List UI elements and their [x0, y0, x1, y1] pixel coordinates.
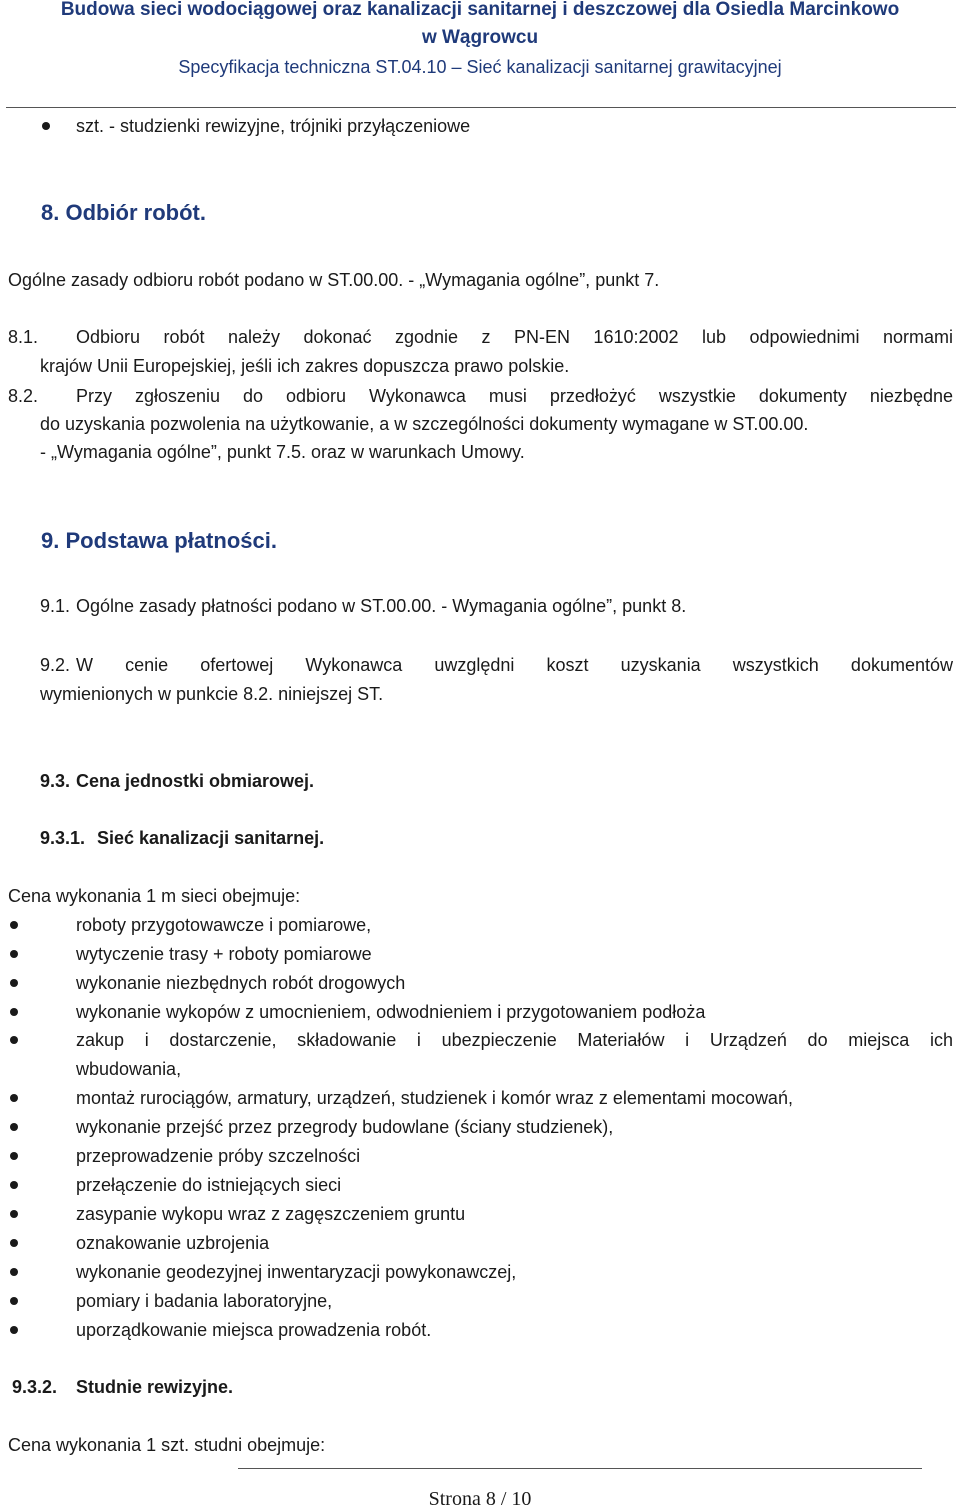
header-title-line2: w Wągrowcu	[421, 27, 539, 48]
bullet-icon	[10, 1094, 18, 1102]
bullet-icon	[10, 1268, 18, 1276]
list-item: przeprowadzenie próby szczelności	[76, 1146, 361, 1166]
list-item: roboty przygotowawcze i pomiarowe,	[76, 915, 372, 935]
list-item: uporządkowanie miejsca prowadzenia robót.	[76, 1320, 432, 1340]
page-number: Strona 8 / 10	[428, 1488, 532, 1510]
header-spec-line: Specyfikacja techniczna ST.04.10 – Sieć kanalizacji sanitarnej grawitacyjnej	[178, 57, 782, 77]
bullet-icon	[10, 1326, 18, 1334]
section8-intro: Ogólne zasady odbioru robót podano w ST.00.00. - „Wymagania ogólne”, punkt 7.	[8, 270, 660, 290]
list-item: oznakowanie uzbrojenia	[76, 1233, 270, 1253]
bullet-icon	[10, 950, 18, 958]
list-item: wykonanie wykopów z umocnieniem, odwodnieniem i przygotowaniem podłoża	[76, 1002, 706, 1022]
bullet-icon	[10, 1181, 18, 1189]
para-number-9-3-2: 9.3.2.	[12, 1377, 58, 1397]
section-heading-9: 9. Podstawa płatności.	[41, 528, 277, 553]
para-8-2-line3: - „Wymagania ogólne”, punkt 7.5. oraz w warunkach Umowy.	[40, 442, 525, 462]
list-item: montaż rurociągów, armatury, urządzeń, studzienek i komór wraz z elementami mocowań,	[76, 1088, 793, 1108]
bullet-icon	[10, 1152, 18, 1160]
para-9-1-text: Ogólne zasady płatności podano w ST.00.00. - Wymagania ogólne”, punkt 8.	[76, 596, 687, 616]
para-number-8-1: 8.1.	[8, 327, 39, 347]
list-item: wykonanie przejść przez przegrody budowlane (ściany studzienek),	[76, 1117, 614, 1137]
list-item: zasypanie wykopu wraz z zagęszczeniem gruntu	[76, 1204, 466, 1224]
list-item: przełączenie do istniejących sieci	[76, 1175, 342, 1195]
para-9-3-1-title: Sieć kanalizacji sanitarnej.	[97, 828, 325, 848]
para-number-9-3: 9.3.	[40, 771, 71, 791]
para-number-9-3-1: 9.3.1.	[40, 828, 86, 848]
para-9-2-line1: W cenie ofertowej Wykonawca uwzględni koszt uzyskania wszystkich dokumentów	[76, 655, 953, 675]
bullet-icon	[10, 1210, 18, 1218]
bullet-icon	[10, 1008, 18, 1016]
list-item-continuation: wbudowania,	[76, 1059, 182, 1079]
list-item: wytyczenie trasy + roboty pomiarowe	[76, 944, 372, 964]
bullet-icon	[42, 122, 50, 130]
section-heading-8: 8. Odbiór robót.	[41, 200, 206, 225]
header-divider	[6, 107, 956, 108]
footer-divider	[238, 1468, 922, 1469]
header-title-line1: Budowa sieci wodociągowej oraz kanalizacji sanitarnej i deszczowej dla Osiedla Marcinkowo	[60, 0, 900, 20]
list-item: zakup i dostarczenie, składowanie i ubezpieczenie Materiałów i Urządzeń do miejsca ich	[76, 1030, 953, 1050]
bullet-icon	[10, 1297, 18, 1305]
list-item: pomiary i badania laboratoryjne,	[76, 1291, 333, 1311]
para-8-1-line2: krajów Unii Europejskiej, jeśli ich zakres dopuszcza prawo polskie.	[40, 356, 570, 376]
para-number-8-2: 8.2.	[8, 386, 39, 406]
para-9-3-2-title: Studnie rewizyjne.	[76, 1377, 234, 1397]
para-number-9-1: 9.1.	[40, 596, 71, 616]
bullet-icon	[10, 1123, 18, 1131]
para-9-2-line2: wymienionych w punkcie 8.2. niniejszej ST.	[40, 684, 384, 704]
bullet-icon	[10, 1239, 18, 1247]
para-9-3-title: Cena jednostki obmiarowej.	[76, 771, 315, 791]
list-item: szt. - studzienki rewizyjne, trójniki przyłączeniowe	[76, 116, 471, 136]
para-number-9-2: 9.2.	[40, 655, 71, 675]
cost-intro-wells: Cena wykonania 1 szt. studni obejmuje:	[8, 1435, 326, 1455]
bullet-icon	[10, 979, 18, 987]
para-8-2-line1: Przy zgłoszeniu do odbioru Wykonawca musi przedłożyć wszystkie dokumenty niezbędne	[76, 386, 953, 406]
bullet-icon	[10, 1036, 18, 1044]
para-8-1-line1: Odbioru robót należy dokonać zgodnie z PN-EN 1610:2002 lub odpowiednimi normami	[76, 327, 953, 347]
bullet-icon	[10, 921, 18, 929]
cost-intro: Cena wykonania 1 m sieci obejmuje:	[8, 886, 301, 906]
list-item: wykonanie geodezyjnej inwentaryzacji powykonawczej,	[76, 1262, 517, 1282]
para-8-2-line2: do uzyskania pozwolenia na użytkowanie, a w szczególności dokumenty wymagane w ST.00.00.	[40, 414, 809, 434]
list-item: wykonanie niezbędnych robót drogowych	[76, 973, 406, 993]
